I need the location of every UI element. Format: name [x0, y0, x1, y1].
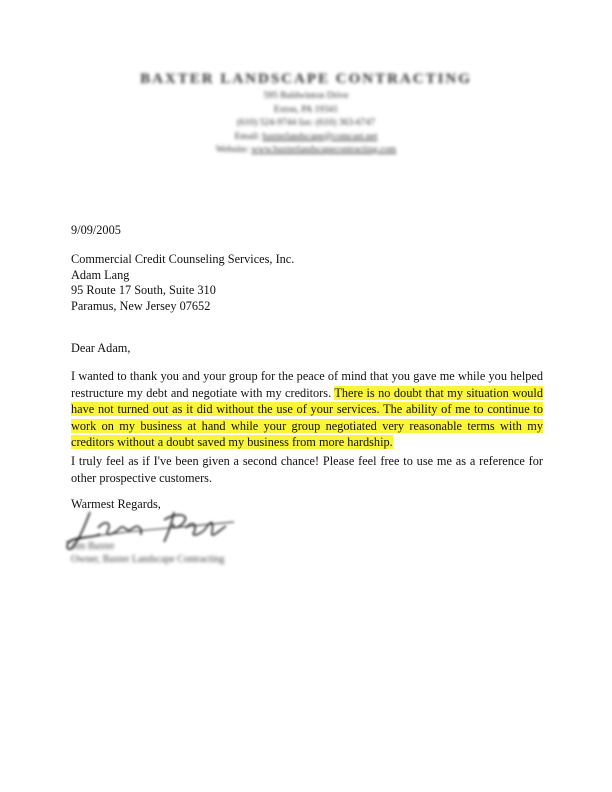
letterhead-address-line1: 595 Baldwinton Drive	[263, 91, 349, 101]
letterhead-website-label: Website:	[215, 145, 249, 155]
signature-block	[71, 540, 224, 566]
closing: Warmest Regards,	[71, 497, 161, 511]
recipient-company: Commercial Credit Counseling Services, Inc.	[71, 252, 295, 266]
body-paragraph-1-highlight: There is no doubt that my situation would have not turned out as it did without the use of your services. The ability of me to continue to work on my business at hand while your group negotiated very reasonable terms with my creditors without a doubt saved my business from more hardship.	[71, 385, 543, 449]
letterhead-email-label: Email:	[234, 131, 260, 142]
body-paragraph-1	[71, 368, 543, 451]
letterhead	[0, 68, 612, 158]
letterhead-website-row	[0, 144, 612, 158]
recipient-address	[71, 252, 294, 314]
letter-date: 9/09/2005	[71, 223, 121, 237]
salutation: Dear Adam,	[71, 341, 131, 355]
letterhead-company: BAXTER LANDSCAPE CONTRACTING	[140, 71, 472, 87]
body-paragraph-1-plain: I wanted to thank you and your group for the peace of mind that you gave me while you helped restructure my debt and negotiate with my creditors.	[71, 369, 543, 400]
recipient-name: Adam Lang	[71, 267, 130, 282]
signer-title: Owner, Baxter Landscape Contracting	[71, 554, 225, 565]
signer-name: Jim Baxter	[71, 541, 115, 552]
recipient-street: 95 Route 17 South, Suite 310	[71, 283, 216, 297]
letterhead-phone-fax: (610) 524-9744 fax: (610) 363-6747	[236, 118, 376, 128]
letterhead-email-link[interactable]: baxterlandscape@comcast.net	[262, 131, 378, 142]
body-paragraph-2: I truly feel as if I've been given a second chance! Please feel free to use me as a reference for other prospective customers.	[71, 454, 543, 485]
letterhead-address-line2: Exton, PA 19341	[273, 104, 339, 115]
letterhead-email-row	[0, 131, 612, 145]
recipient-city: Paramus, New Jersey 07652	[71, 298, 211, 313]
letterhead-website-link[interactable]: www.baxterlandscapecontracting.com	[251, 145, 397, 155]
